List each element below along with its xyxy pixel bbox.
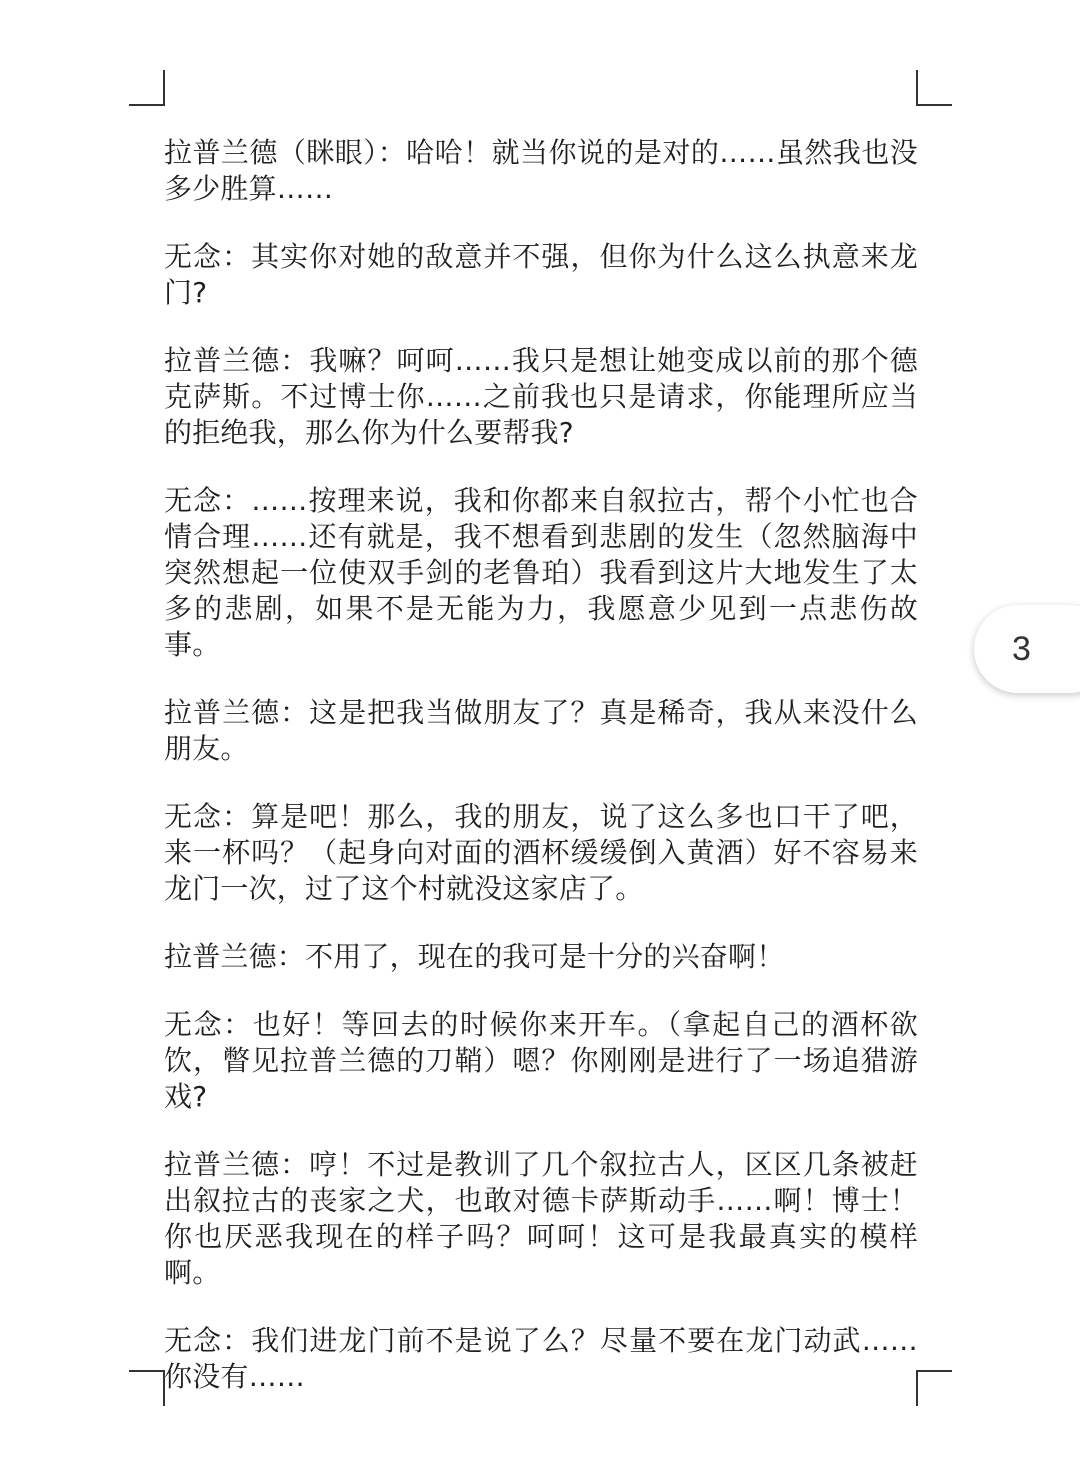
document-body [164,135,918,1427]
crop-mark-top-right [916,70,952,106]
paragraph: 无念：我们进龙门前不是说了么？尽量不要在龙门动武……你没有…… [164,1324,918,1393]
paragraph: 无念：也好！等回去的时候你来开车。（拿起自己的酒杯欲饮，瞥见拉普兰德的刀鞘）嗯？你刚刚是进行了一场追猎游戏? [164,1008,918,1113]
paragraph: 拉普兰德：不用了，现在的我可是十分的兴奋啊！ [164,940,785,973]
paragraph: 拉普兰德（眯眼）：哈哈！就当你说的是对的……虽然我也没多少胜算…… [164,136,918,205]
paragraph: 无念：算是吧！那么，我的朋友，说了这么多也口干了吧，来一杯吗？（起身向对面的酒杯缓缓倒入黄酒）好不容易来龙门一次，过了这个村就没这家店了。 [164,800,918,905]
paragraph: 拉普兰德：我嘛？呵呵……我只是想让她变成以前的那个德克萨斯。不过博士你……之前我也只是请求，你能理所应当的拒绝我，那么你为什么要帮我? [164,344,918,449]
page-number-badge[interactable] [974,605,1080,693]
crop-mark-bottom-left [129,1370,165,1406]
page-number: 3 [1012,630,1031,668]
paragraph: 拉普兰德：这是把我当做朋友了？真是稀奇，我从来没什么朋友。 [164,696,918,765]
paragraph: 无念：其实你对她的敌意并不强，但你为什么这么执意来龙门? [164,240,918,309]
paragraph: 拉普兰德：哼！不过是教训了几个叙拉古人，区区几条被赶出叙拉古的丧家之犬，也敢对德卡萨斯动手……啊！博士！你也厌恶我现在的样子吗？呵呵！这可是我最真实的模样啊。 [164,1148,918,1289]
crop-mark-bottom-right [916,1370,952,1406]
crop-mark-top-left [129,70,165,106]
paragraph: 无念：……按理来说，我和你都来自叙拉古，帮个小忙也合情合理……还有就是，我不想看到悲剧的发生（忽然脑海中突然想起一位使双手剑的老鲁珀）我看到这片大地发生了太多的悲剧，如果不是无能为力，我愿意少见到一点悲伤故事。 [164,484,918,661]
